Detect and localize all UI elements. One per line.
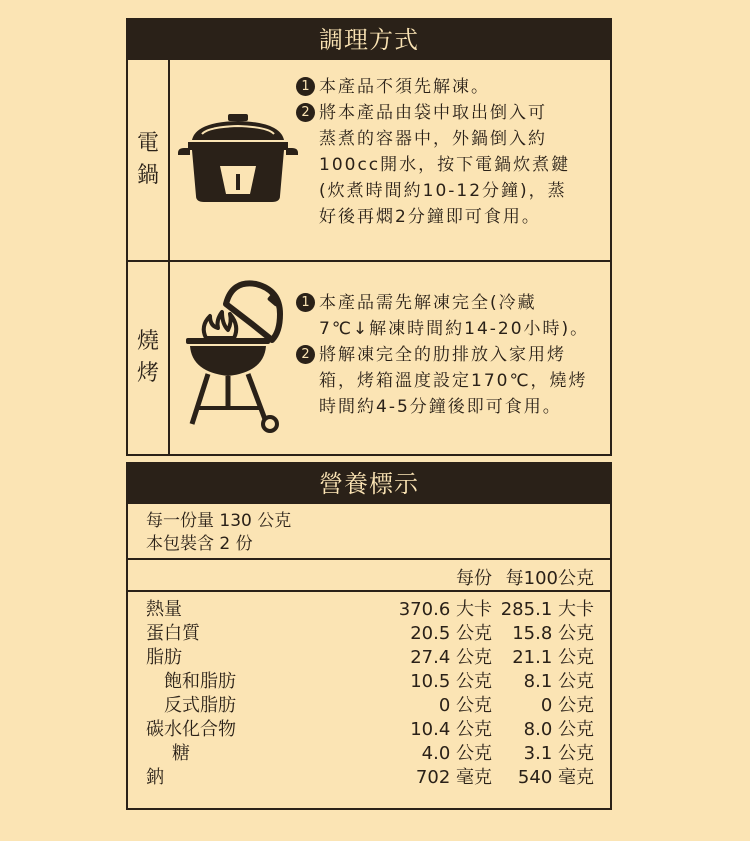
nutrition-row-sodium: 鈉 702 毫克 540 毫克	[146, 767, 594, 788]
grill-icon	[182, 276, 294, 440]
nutrition-row-trans-fat: 反式脂肪 0 公克 0 公克	[164, 695, 594, 716]
rice-cooker-icon	[176, 110, 300, 210]
grill-section	[128, 262, 610, 454]
rice-cooker-section	[128, 60, 610, 262]
cooking-method-title: 調理方式	[128, 20, 610, 60]
nutrition-row-calories: 熱量 370.6 大卡 285.1 大卡	[146, 599, 594, 620]
grill-step-2: 2 將解凍完全的肋排放入家用烤 箱，烤箱溫度設定170℃，燒烤 時間約4-5分鐘後即可食用。	[296, 342, 598, 420]
nutrition-column-header	[128, 560, 610, 592]
nutrition-row-saturated-fat: 飽和脂肪 10.5 公克 8.1 公克	[164, 671, 594, 692]
nutrition-row-sugar: 糖 4.0 公克 3.1 公克	[172, 743, 594, 764]
nutrition-row-protein: 蛋白質 20.5 公克 15.8 公克	[146, 623, 594, 644]
rice-cooker-step-1: 1 本產品不須先解凍。	[296, 74, 598, 100]
servings-per-package: 本包裝含 2 份	[146, 534, 253, 554]
nutrition-table	[128, 592, 610, 790]
nutrition-title: 營養標示	[128, 464, 610, 504]
rice-cooker-steps	[296, 74, 598, 230]
grill-steps	[296, 290, 598, 420]
nutrition-facts-box	[126, 462, 612, 810]
cooking-method-box	[126, 18, 612, 456]
rice-cooker-step-2: 2 將本產品由袋中取出倒入可 蒸煮的容器中，外鍋倒入約 100cc開水，按下電鍋炊煮鍵 (炊煮時間約10-12分鐘)，蒸 好後再燜2分鐘即可食用。	[296, 100, 598, 230]
nutrition-row-carbohydrate: 碳水化合物 10.4 公克 8.0 公克	[146, 719, 594, 740]
nutrition-row-fat: 脂肪 27.4 公克 21.1 公克	[146, 647, 594, 668]
grill-step-1: 1 本產品需先解凍完全(冷藏 7℃↓解凍時間約14-20小時)。	[296, 290, 598, 342]
serving-info	[128, 504, 610, 560]
serving-size: 每一份量 130 公克	[146, 511, 292, 531]
col-per-serving: 每份	[456, 568, 492, 589]
grill-label: 燒 烤	[128, 262, 170, 454]
rice-cooker-label: 電 鍋	[128, 60, 170, 260]
col-per-100g: 每100公克	[505, 568, 594, 589]
